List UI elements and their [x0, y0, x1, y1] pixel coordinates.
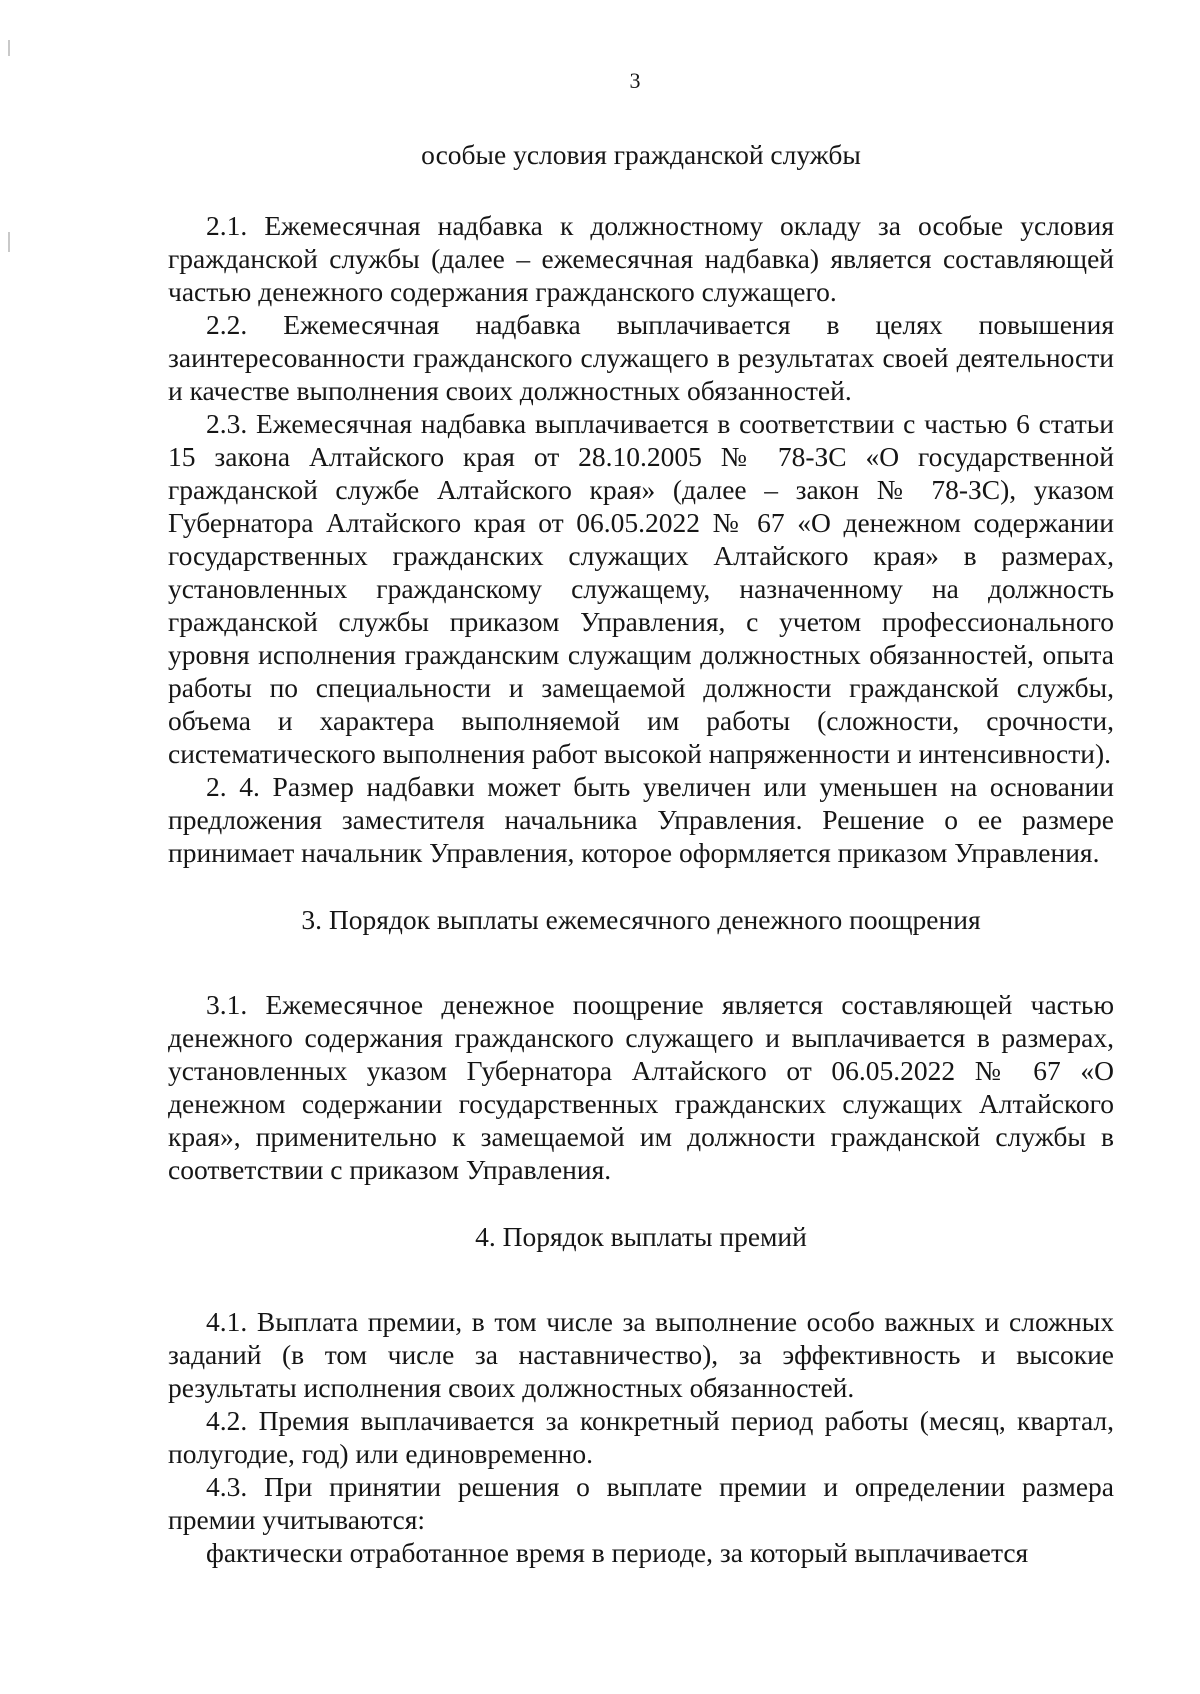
paragraph-3-1: 3.1. Ежемесячное денежное поощрение является составляющей частью денежного содержания гражданского служащего и выплачивается в размерах, установленных указом Губернатора Алтайского от 06.05.2022 № 67 «О денежном содержании государственных гражданских служащих Алтайского края», применительно к замещаемой им должности гражданской службы в соответствии с приказом Управления. — [168, 989, 1114, 1185]
scan-edge-mark — [8, 40, 10, 56]
paragraph-4-3-item: фактически отработанное время в периоде, за который выплачивается — [206, 1537, 1029, 1568]
section-3-title: 3. Порядок выплаты ежемесячного денежного поощрения — [301, 904, 981, 935]
paragraph-4-2: 4.2. Премия выплачивается за конкретный период работы (месяц, квартал, полугодие, год) или единовременно. — [168, 1405, 1114, 1469]
section-4-title: 4. Порядок выплаты премий — [475, 1221, 807, 1252]
document-body — [168, 138, 1114, 1569]
paragraph-2-1: 2.1. Ежемесячная надбавка к должностному окладу за особые условия гражданской службы (далее – ежемесячная надбавка) является составляющей частью денежного содержания гражданского служащего. — [168, 210, 1114, 307]
paragraph-4-1: 4.1. Выплата премии, в том числе за выполнение особо важных и сложных заданий (в том числе за наставничество), за эффективность и высокие результаты исполнения своих должностных обязанностей. — [168, 1306, 1114, 1403]
page-number: 3 — [629, 68, 641, 93]
paragraph-2-3: 2.3. Ежемесячная надбавка выплачивается в соответствии с частью 6 статьи 15 закона Алтайского края от 28.10.2005 № 78-ЗС «О государственной гражданской службе Алтайского края» (далее – закон № 78-ЗС), указом Губернатора Алтайского края от 06.05.2022 № 67 «О денежном содержании государственных гражданских служащих Алтайского края» в размерах, установленных гражданскому служащему, назначенному на должность гражданской службы приказом Управления, с учетом профессионального уровня исполнения гражданским служащим должностных обязанностей, опыта работы по специальности и замещаемой должности гражданской службы, объема и характера выполняемой им работы (сложности, срочности, систематического выполнения работ высокой напряженности и интенсивности). — [168, 408, 1114, 769]
paragraph-2-4: 2. 4. Размер надбавки может быть увеличен или уменьшен на основании предложения заместителя начальника Управления. Решение о ее размере принимает начальник Управления, которое оформляется приказом Управления. — [168, 771, 1114, 868]
section-2-heading-continuation: особые условия гражданской службы — [421, 139, 861, 170]
paragraph-2-2: 2.2. Ежемесячная надбавка выплачивается в целях повышения заинтересованности гражданского служащего в результатах своей деятельности и качестве выполнения своих должностных обязанностей. — [168, 309, 1114, 406]
scan-edge-mark — [8, 232, 10, 252]
paragraph-4-3: 4.3. При принятии решения о выплате премии и определении размера премии учитываются: — [168, 1471, 1114, 1535]
